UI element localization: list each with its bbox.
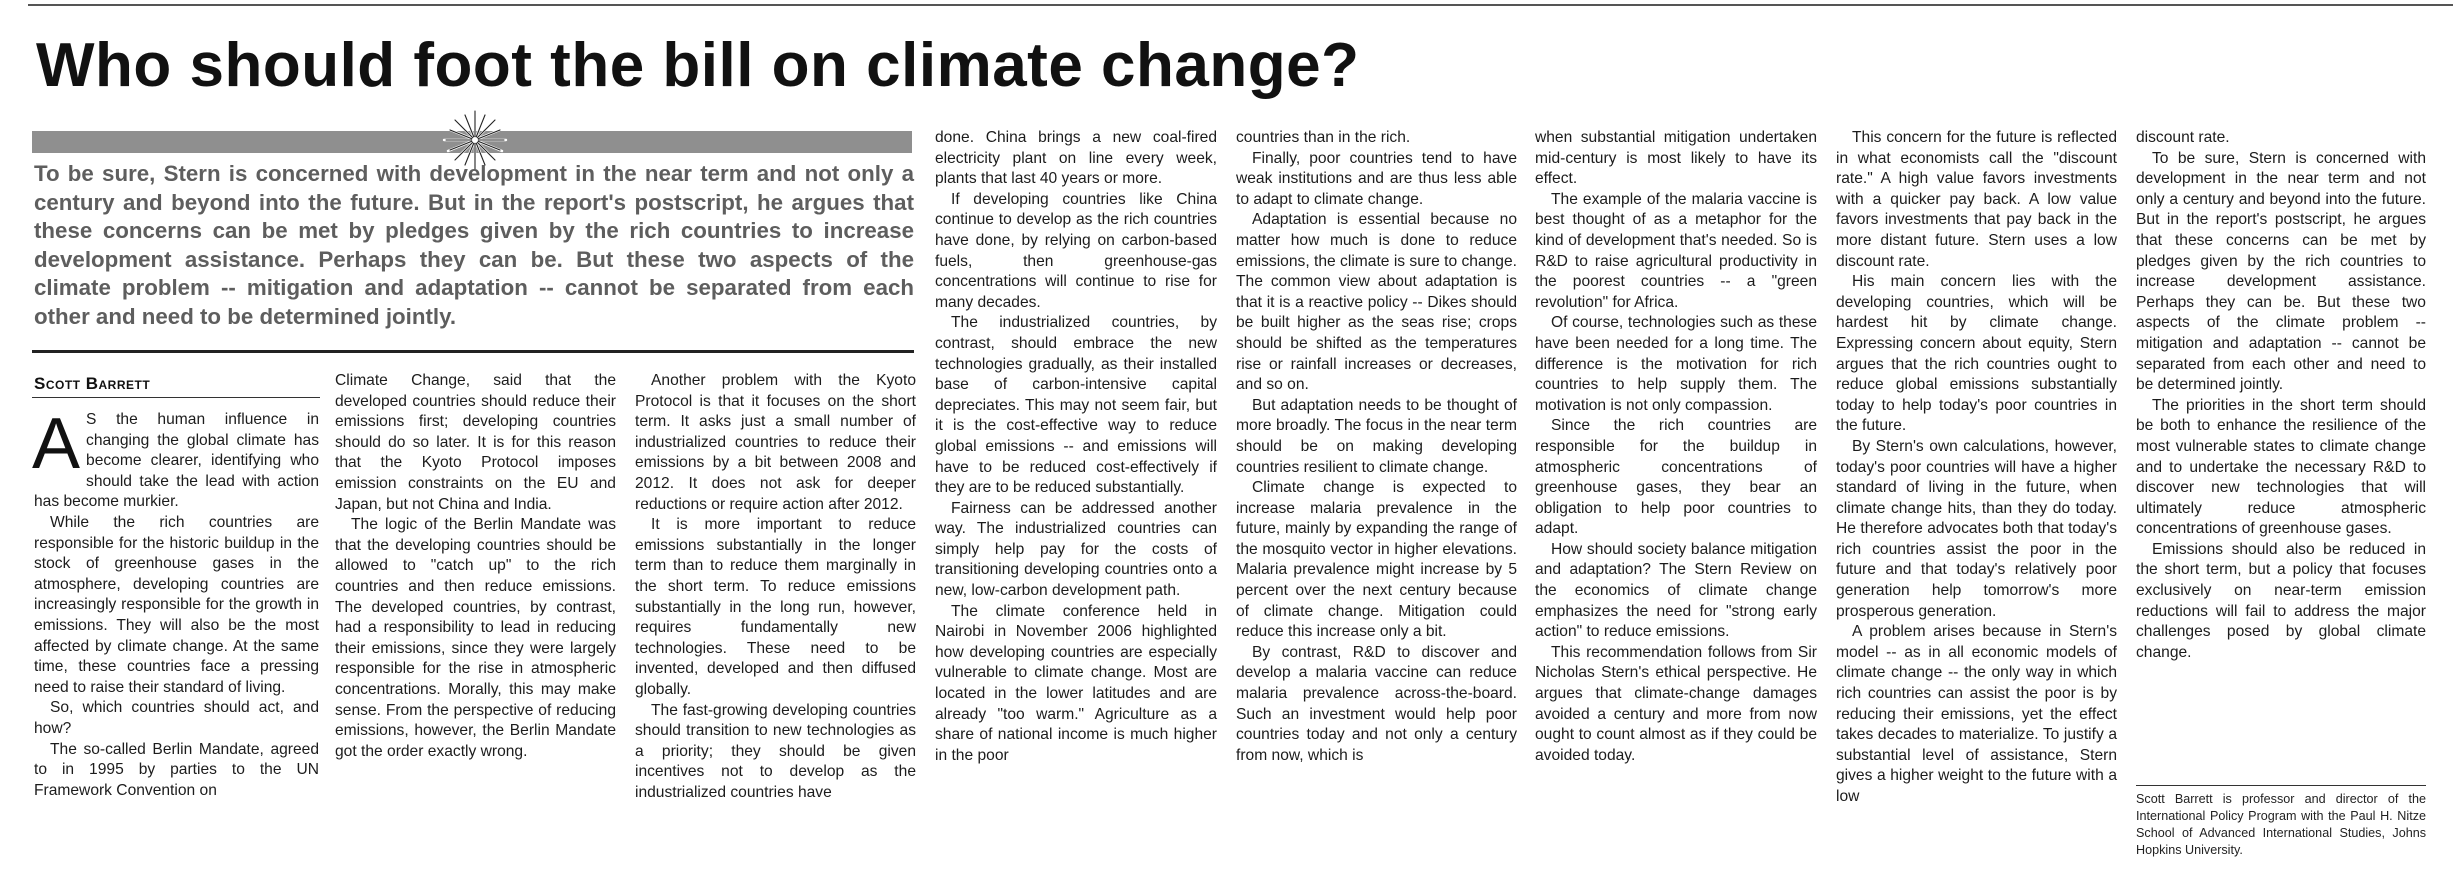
lead-paragraph [32,404,319,513]
paragraph: While the rich countries are responsible for the historic buildup in the stock of greenhouse gases in the atmosphere, developing countries are increasingly responsible for the growth in emissions. They will also be the most affected by climate change. At the same time, these countries face a pressing need to raise their standard of living. [34,513,319,696]
article-column-8 [2136,128,2426,663]
article-column-3 [635,371,916,803]
author-note-rule [2136,785,2426,786]
byline: Scott Barrett [34,374,151,393]
paragraph: when substantial mitigation undertaken mid-century is most likely to have its effect. [1535,129,1817,188]
pull-quote-rule [32,350,914,353]
article-column-7 [1836,128,2117,808]
paragraph: Fairness can be addressed another way. The industrialized countries can simply help pay for the costs of transitioning developing countries onto a new, low-carbon development path. [935,499,1217,600]
paragraph: The climate conference held in Nairobi in November 2006 highlighted how developing countries are especially vulnerable to climate change. Most are located in the lower latitudes and are already "too warm." Agriculture as a share of national income is much higher in the poor [935,602,1217,764]
paragraph: If developing countries like China continue to develop as the rich countries have done, by relying on carbon-based fuels, then greenhouse-gas concentrations will continue to rise for many decades. [935,190,1217,311]
paragraph: By Stern's own calculations, however, today's poor countries will have a higher standard of living in the future, when climate change hits, than they do today. He therefore advocates both that today's rich countries assist the poor in the future and that today's relatively poor generation help tomorrow's more prosperous generation. [1836,437,2117,620]
paragraph: Climate Change, said that the developed countries should reduce their emissions first; developing countries should do so later. It is for this reason that the Kyoto Protocol imposes emission constraints on the EU and Japan, but not China and India. [335,372,616,513]
byline-rule [32,397,320,398]
paragraph: Finally, poor countries tend to have weak institutions and are thus less able to adapt to climate change. [1236,149,1517,208]
paragraph: By contrast, R&D to discover and develop a malaria vaccine can reduce malaria prevalence across-the-board. Such an investment would help poor countries today and not only a century from now, which is [1236,643,1517,764]
paragraph: Of course, technologies such as these have been needed for a long time. The difference is the motivation for rich countries to help supply them. The motivation is not only compassion. [1535,314,1817,414]
paragraph: The industrialized countries, by contrast, should embrace the new technologies gradually, as their installed base of carbon-intensive capital depreciates. This may not seem fair, but it is the cost-effective way to reduce global emissions -- and emissions will have to be reduced cost-effectively if they are to be reduced substantially. [935,314,1217,497]
paragraph: The priorities in the short term should be both to enhance the resilience of the most vulnerable states to climate change and to undertake the necessary R&D to discover new technologies that will ultimately reduce atmospheric concentrations of greenhouse gases. [2136,396,2426,538]
lead-text: S the human influence in changing the global climate has become clearer, identifying who should take the lead with action has become murkier. [34,411,319,511]
paragraph: But adaptation needs to be thought of more broadly. The focus in the near term should be on making developing countries resilient to climate change. [1236,396,1517,476]
paragraph: Emissions should also be reduced in the short term, but a policy that focuses exclusively on near-term emission reductions will fail to address the major challenges posed by global climate change. [2136,540,2426,661]
paragraph: A problem arises because in Stern's model -- as in all economic models of climate change -- the only way in which rich countries can assist the poor is by reducing their emissions, yet the effect takes decades to materialize. To justify a substantial level of assistance, Stern gives a higher weight to the future with a low [1836,623,2117,805]
article-column-5 [1236,128,1517,766]
paragraph: How should society balance mitigation and adaptation? The Stern Review on the economics of climate change emphasizes the need for "strong early action" to reduce emissions. [1535,540,1817,641]
paragraph: The fast-growing developing countries should transition to new technologies as a priority; they should be given incentives not to develop as the industrialized countries have [635,701,916,801]
paragraph: The so-called Berlin Mandate, agreed to in 1995 by parties to the UN Framework Convention on [34,740,319,799]
paragraph: This recommendation follows from Sir Nicholas Stern's ethical perspective. He argues that climate-change damages avoided a century and more from now ought to count almost as if they could be avoided today. [1535,643,1817,764]
paragraph: The example of the malaria vaccine is best thought of as a metaphor for the kind of development that's needed. So is R&D to raise agricultural productivity in the poorest countries -- a "green revolution" for Africa. [1535,190,1817,311]
paragraph: Another problem with the Kyoto Protocol is that it focuses on the short term. It asks just a small number of industrialized countries to reduce their emissions by a bit between 2008 and 2012. It does not ask for deeper reductions or require action after 2012. [635,372,916,513]
paragraph: His main concern lies with the developing countries, which will be hardest hit by climate change. Expressing concern about equity, Stern argues that the rich countries ought to reduce global emissions substantially today to help today's poor countries in the future. [1836,273,2117,435]
top-rule [28,4,2453,6]
pull-quote: To be sure, Stern is concerned with development in the near term and not only a century and beyond into the future. But in the report's postscript, he argues that these concerns can be met by pledges given by the rich countries to increase development assistance. Perhaps they can be. But these two aspects of the climate problem -- mitigation and adaptation -- cannot be separated from each other and need to be determined jointly. [34,161,914,329]
headline: Who should foot the bill on climate change? [36,31,1360,100]
paragraph: countries than in the rich. [1236,129,1411,146]
paragraph: Adaptation is essential because no matter how much is done to reduce emissions, the climate is sure to change. The common view about adaptation is that it is a reactive policy -- Dikes should be built higher as the seas rise; crops should be shifted as the temperatures rise or rainfall increases or decreases, and so on. [1236,211,1517,394]
paragraph: done. China brings a new coal-fired electricity plant on line every week, plants that last 40 years or more. [935,129,1217,188]
paragraph: So, which countries should act, and how? [34,699,319,737]
article-column-2 [335,371,616,762]
paragraph: Climate change is expected to increase malaria prevalence in the future, mainly by expanding the range of the mosquito vector in higher elevations. Malaria prevalence might increase by 5 percent over the next century because of climate change. Mitigation could reduce this increase only a bit. [1236,479,1517,641]
drop-cap: A [32,404,81,484]
paragraph: To be sure, Stern is concerned with development in the near term and not only a century and beyond into the future. But in the report's postscript, he argues that these concerns can be met by pledges given by the rich countries to increase development assistance. Perhaps they can be. But these two aspects of the climate problem -- mitigation and adaptation -- cannot be separated from each other and need to be determined jointly. [2136,149,2426,394]
paragraph: discount rate. [2136,129,2230,146]
paragraph: It is more important to reduce emissions substantially in the longer term than to reduce them marginally in the short term. To reduce emissions substantially in the long run, however, requires fundamentally new technologies. These need to be invented, developed and then diffused globally. [635,516,916,698]
article-column-6 [1535,128,1817,766]
paragraph: Since the rich countries are responsible for the buildup in atmospheric concentrations of greenhouse gases, they bear an obligation to help poor countries to adapt. [1535,417,1817,538]
author-note: Scott Barrett is professor and director of the International Policy Program with the Paul H. Nitze School of Advanced International Studies, Johns Hopkins University. [2136,792,2426,857]
paragraph: This concern for the future is reflected in what economists call the "discount rate." A high value favors investments with a quicker pay back. A low value favors investments that pay back in the more distant future. Stern uses a low discount rate. [1836,129,2117,270]
article-column-4 [935,128,1217,766]
paragraph: The logic of the Berlin Mandate was that the developing countries should be allowed to "catch up" to the rich countries and then reduce emissions. The developed countries, by contrast, had a responsibility to lead in reducing their emissions, since they were largely responsible for the rise in atmospheric concentrations. Morally, this may make sense. From the perspective of reducing emissions, however, the Berlin Mandate got the order exactly wrong. [335,516,616,760]
article-column-1 [32,404,319,801]
